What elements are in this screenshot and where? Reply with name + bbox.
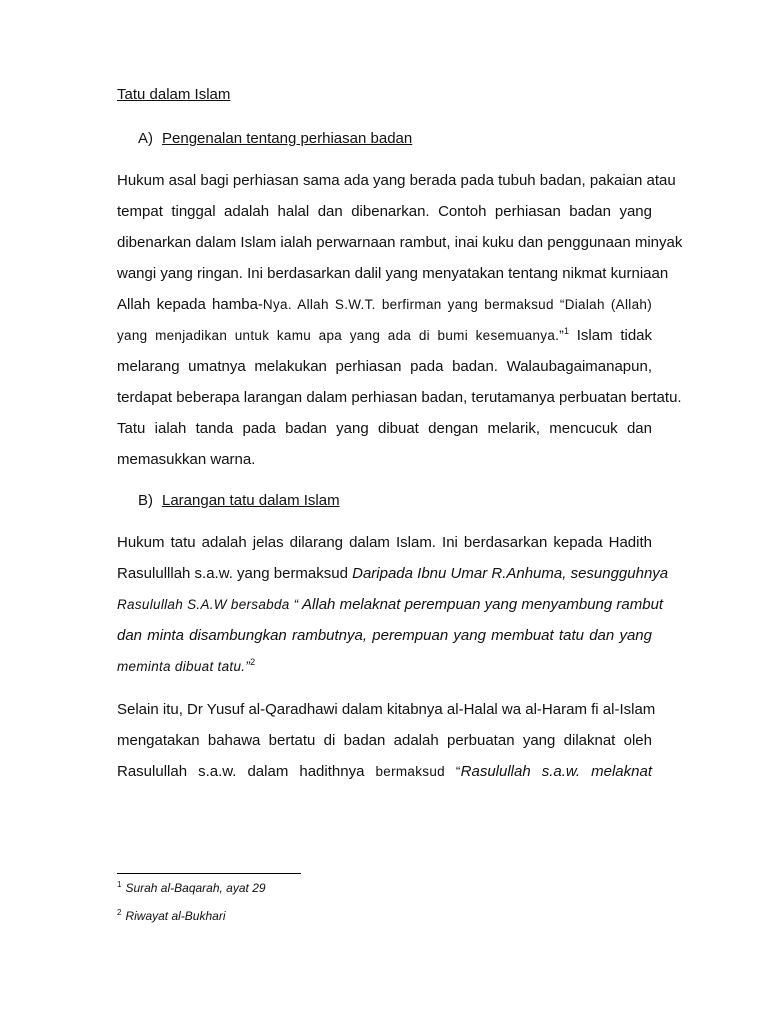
footnote-separator — [117, 873, 301, 874]
paragraph-line — [117, 320, 652, 351]
hadith-quote: Daripada Ibnu Umar R.Anhuma, sesungguhnya — [352, 565, 669, 582]
document-title: Tatu dalam Islam — [117, 86, 231, 103]
paragraph-line: Hukum tatu adalah jelas dilarang dalam Islam. Ini berdasarkan kepada Hadith — [117, 534, 652, 551]
section-b-title: Larangan tatu dalam Islam — [162, 492, 340, 509]
paragraph-line — [117, 756, 652, 787]
line-text-quote: Nya. Allah S.W.T. berfirman yang bermaksud “Dialah (Allah) — [262, 297, 652, 312]
paragraph-line: tempat tinggal adalah halal dan dibenarkan. Contoh perhiasan badan yang — [117, 203, 652, 220]
section-b-paragraph-1 — [117, 527, 669, 682]
paragraph-line: Hukum asal bagi perhiasan sama ada yang berada pada tubuh badan, pakaian atau — [117, 172, 676, 189]
line-text: Rasululllah s.a.w. yang bermaksud — [117, 565, 353, 582]
footnote-ref-1: 1 — [564, 326, 570, 336]
paragraph-line — [117, 558, 669, 589]
paragraph-line: Selain itu, Dr Yusuf al-Qaradhawi dalam kitabnya al-Halal wa al-Haram fi al-Islam — [117, 701, 656, 718]
section-b-paragraph-2 — [117, 694, 656, 787]
paragraph-line — [117, 289, 652, 320]
footnote-ref-2: 2 — [250, 657, 256, 667]
paragraph-line — [117, 589, 664, 620]
line-text: Islam tidak — [569, 327, 653, 344]
line-text: Rasulullah s.a.w. dalam hadithnya — [117, 763, 376, 780]
section-a-paragraph — [117, 165, 683, 475]
section-a-letter: A) — [138, 130, 153, 147]
footnote-mark: 2 — [117, 908, 122, 917]
quran-quote: yang menjadikan untuk kamu apa yang ada di bumi kesemuanya.” — [117, 328, 565, 343]
line-text: Allah kepada hamba- — [117, 296, 263, 313]
section-b-heading — [138, 492, 340, 509]
section-b-letter: B) — [138, 492, 153, 509]
footnote-2 — [117, 908, 226, 923]
paragraph-line: dan minta disambungkan rambutnya, perempuan yang membuat tatu dan yang — [117, 627, 652, 644]
hadith-quote: Rasulullah S.A.W bersabda “ — [117, 597, 299, 612]
paragraph-line: mengatakan bahawa bertatu di badan adalah perbuatan yang dilaknat oleh — [117, 732, 652, 749]
hadith-quote: Allah melaknat perempuan yang menyambung rambut — [298, 596, 664, 613]
paragraph-line: Tatu ialah tanda pada badan yang dibuat dengan melarik, mencucuk dan — [117, 420, 652, 437]
paragraph-line: melarang umatnya melakukan perhiasan pada badan. Walaubagaimanapun, — [117, 358, 652, 375]
hadith-quote: meminta dibuat tatu.” — [117, 659, 251, 674]
paragraph-line: memasukkan warna. — [117, 451, 256, 468]
footnote-text: Surah al-Baqarah, ayat 29 — [125, 881, 266, 895]
paragraph-line: wangi yang ringan. Ini berdasarkan dalil yang menyatakan tentang nikmat kurniaan — [117, 265, 669, 282]
paragraph-line: dibenarkan dalam Islam ialah perwarnaan rambut, inai kuku dan penggunaan minyak — [117, 234, 683, 251]
hadith-quote: Rasulullah s.a.w. melaknat — [460, 763, 652, 780]
section-a-heading — [138, 130, 412, 147]
paragraph-line — [117, 651, 652, 682]
line-text: bermaksud “ — [375, 764, 461, 779]
paragraph-line: terdapat beberapa larangan dalam perhiasan badan, terutamanya perbuatan bertatu. — [117, 389, 682, 406]
footnote-text: Riwayat al-Bukhari — [125, 909, 226, 923]
footnote-1 — [117, 880, 266, 895]
section-a-title: Pengenalan tentang perhiasan badan — [162, 130, 413, 147]
footnote-mark: 1 — [117, 880, 122, 889]
